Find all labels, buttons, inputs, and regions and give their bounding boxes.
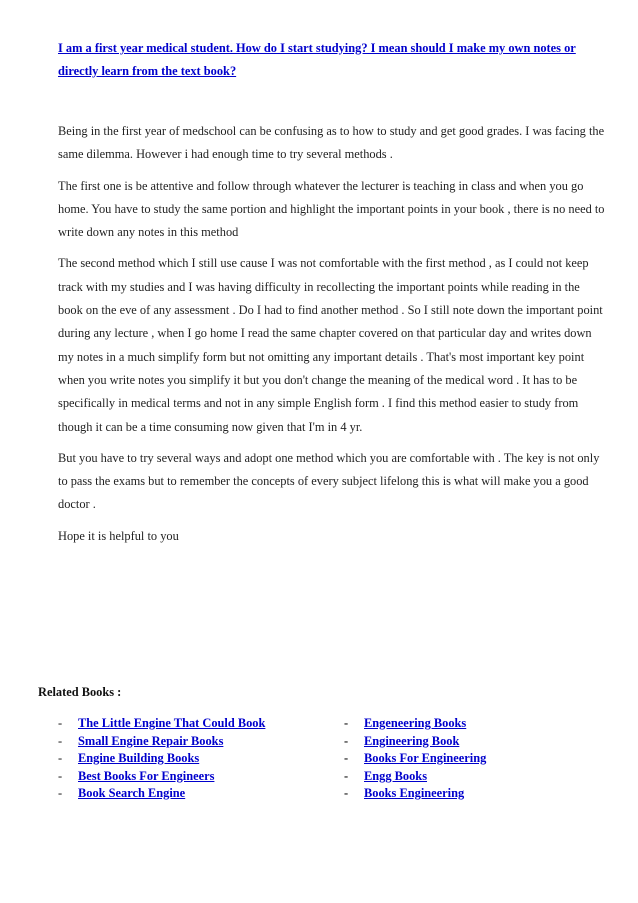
list-item bbox=[58, 751, 265, 769]
bullet-dash: - bbox=[344, 751, 349, 765]
bullet-dash: - bbox=[58, 768, 63, 783]
related-book-link[interactable]: Book Search Engine bbox=[78, 786, 186, 800]
bullet-dash: - bbox=[344, 716, 349, 730]
bullet-dash: - bbox=[58, 786, 63, 800]
related-book-link[interactable]: Engeneering Books bbox=[364, 716, 467, 730]
related-book-link[interactable]: The Little Engine That Could Book bbox=[78, 716, 266, 730]
answer-paragraph: The second method which I still use cause I was not comfortable with the first method , as I could not keep track with my studies and I was having difficulty in recollecting the important points while reading in the book on the eve of any assessment . Do I had to find another method . So I still note down the important point during any lecture , when I go home I read the same chapter covered on that particular day and writes down my notes in a much simplify form but not omitting any important details . That's most important key point when you write notes you simplify it but you don't change the meaning of the medical word . It has to be specifically in medical terms and not in any simple English form . I find this method easier to study from though it can be a time consuming now given that I'm in 4 yr. bbox=[58, 256, 603, 434]
answer-paragraph: Being in the first year of medschool can be confusing as to how to study and get good grades. I was facing the same dilemma. However i had enough time to try several methods . bbox=[58, 124, 605, 162]
related-book-link[interactable]: Books Engineering bbox=[364, 786, 465, 800]
question-title-link[interactable]: I am a first year medical student. How do I start studying? I mean should I make my own notes or directly learn from the text book? bbox=[58, 41, 576, 78]
list-item bbox=[58, 786, 265, 804]
list-item bbox=[58, 769, 265, 787]
bullet-dash: - bbox=[58, 751, 63, 765]
bullet-dash: - bbox=[344, 733, 349, 748]
bullet-dash: - bbox=[58, 716, 63, 730]
answer-paragraph: But you have to try several ways and adopt one method which you are comfortable with . The key is not only to pass the exams but to remember the concepts of every subject lifelong this is what will make you a good doctor . bbox=[58, 450, 600, 512]
related-book-link[interactable]: Engg Books bbox=[364, 768, 428, 783]
related-books-list-right bbox=[344, 716, 486, 804]
list-item bbox=[58, 716, 265, 734]
list-item bbox=[344, 734, 486, 752]
related-book-link[interactable]: Books For Engineering bbox=[364, 751, 487, 765]
list-item bbox=[58, 734, 265, 752]
list-item bbox=[344, 769, 486, 787]
answer-body bbox=[58, 120, 606, 556]
related-book-link[interactable]: Best Books For Engineers bbox=[78, 768, 215, 783]
list-item bbox=[344, 751, 486, 769]
answer-paragraph: The first one is be attentive and follow through whatever the lecturer is teaching in class and when you go home. You have to study the same portion and highlight the important points in your book , there is no need to write down any notes in this method bbox=[58, 178, 605, 240]
related-books-heading: Related Books : bbox=[38, 685, 122, 699]
bullet-dash: - bbox=[344, 768, 349, 783]
related-book-link[interactable]: Small Engine Repair Books bbox=[78, 733, 224, 748]
answer-paragraph: Hope it is helpful to you bbox=[58, 528, 179, 543]
bullet-dash: - bbox=[58, 733, 63, 748]
bullet-dash: - bbox=[344, 786, 349, 800]
related-books-list-left bbox=[58, 716, 265, 804]
related-book-link[interactable]: Engine Building Books bbox=[78, 751, 200, 765]
list-item bbox=[344, 716, 486, 734]
related-book-link[interactable]: Engineering Book bbox=[364, 733, 460, 748]
list-item bbox=[344, 786, 486, 804]
